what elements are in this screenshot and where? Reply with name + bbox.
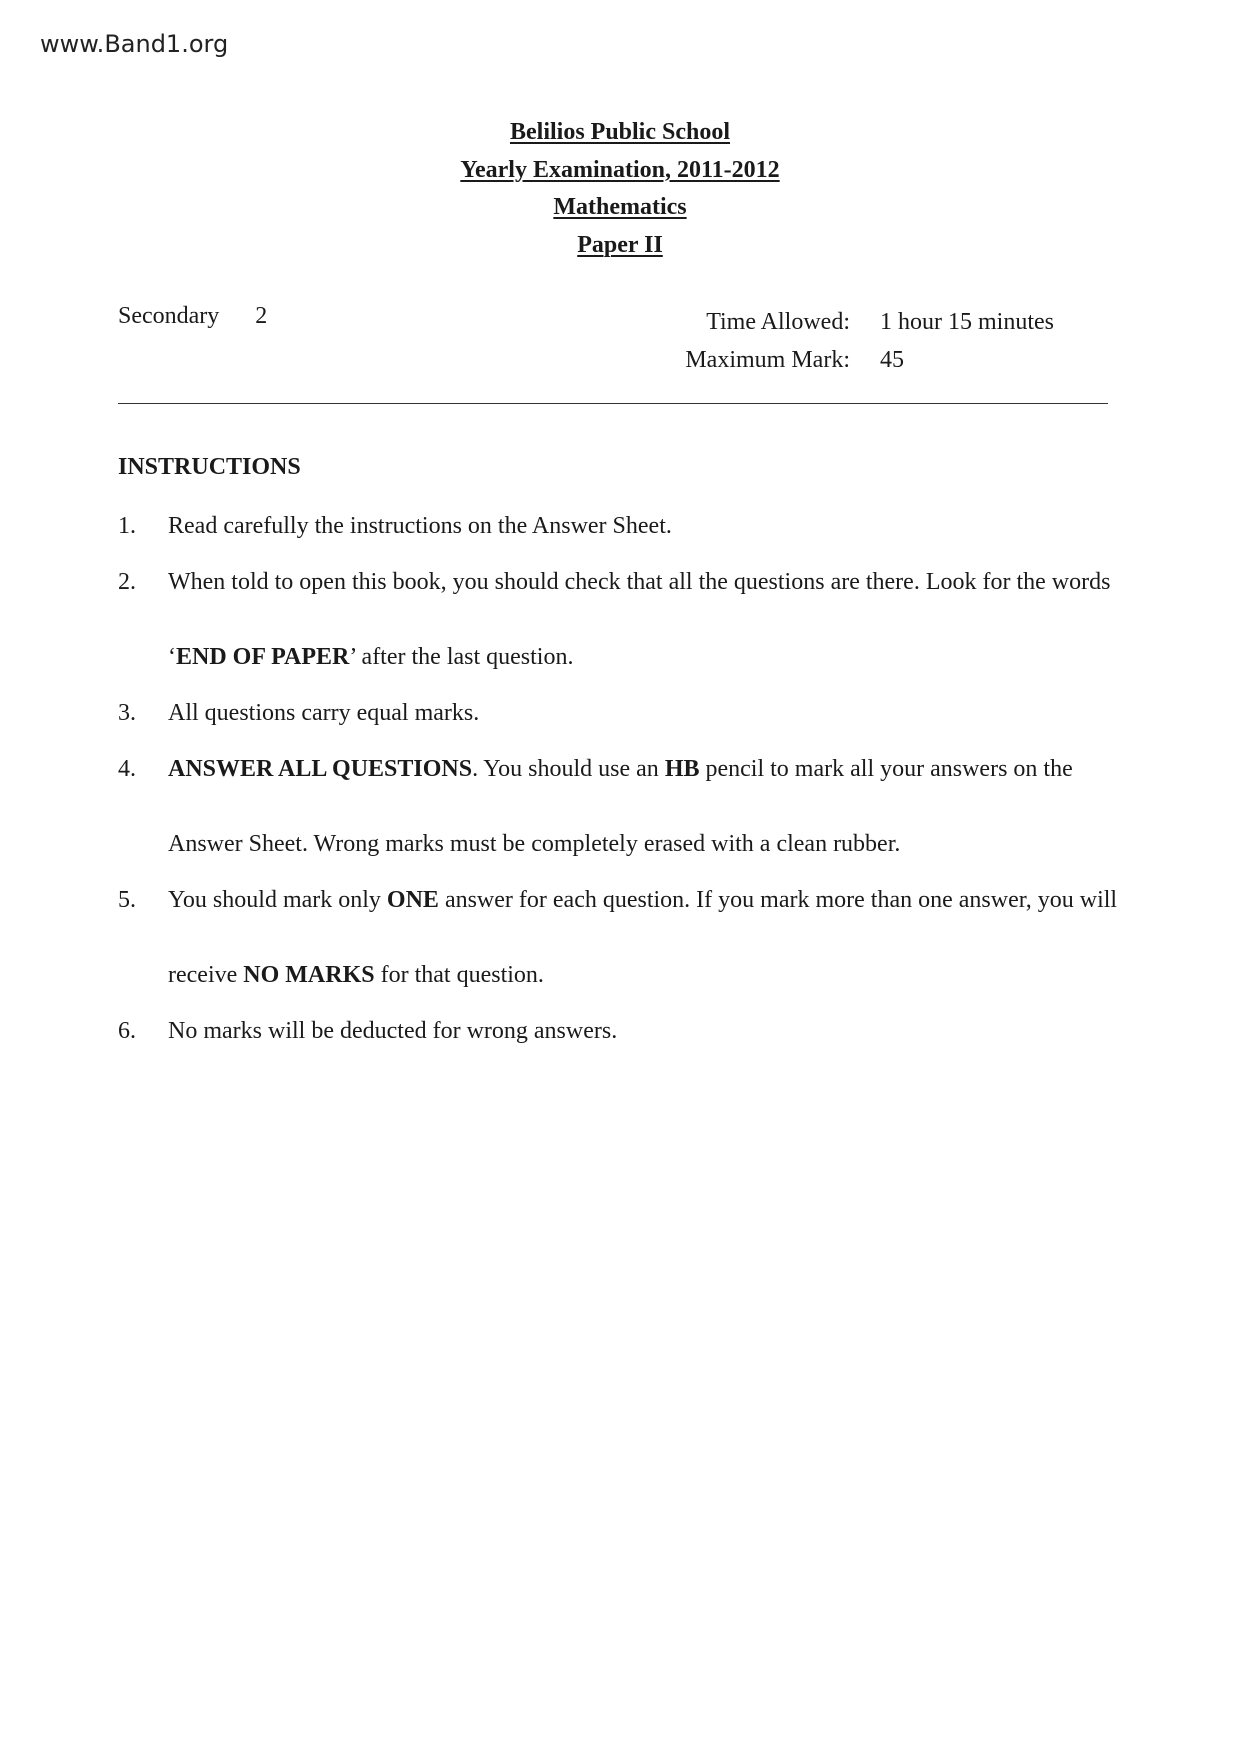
time-row — [650, 303, 1130, 341]
item-emphasis: END OF PAPER — [176, 644, 350, 670]
item-emphasis: NO MARKS — [243, 962, 375, 988]
instruction-item — [118, 732, 1118, 882]
divider-line — [118, 403, 1108, 404]
item-number: 3. — [118, 700, 136, 726]
instructions-title: INSTRUCTIONS — [118, 454, 301, 480]
item-text: No marks will be deducted for wrong answers. — [168, 1018, 618, 1044]
item-text: When told to open this book, you should check that all the questions are there. Look for the words ‘ — [168, 569, 1111, 670]
item-text: answer for each question. If you mark more than one answer, you will receive — [168, 887, 1118, 988]
item-text: pencil to mark all your answers on the Answer Sheet. Wrong marks must be completely erased with a clean rubber. — [168, 756, 1073, 857]
mark-value: 45 — [880, 347, 904, 373]
item-number: 6. — [118, 1018, 136, 1044]
item-number: 2. — [118, 569, 136, 595]
item-emphasis: ONE — [386, 887, 439, 913]
mark-row — [650, 341, 1130, 379]
item-text: for that question. — [374, 962, 544, 988]
instructions-list — [118, 508, 1118, 1069]
item-text: You should mark only — [168, 887, 387, 913]
instruction-item — [118, 863, 1118, 1013]
instruction-item — [118, 545, 1118, 695]
item-text: . You should use an — [472, 756, 665, 782]
item-number: 5. — [118, 887, 136, 913]
item-text: ’ after the last question. — [349, 644, 574, 670]
level-info — [118, 303, 267, 330]
item-number: 4. — [118, 756, 136, 782]
paper-title: Paper II — [577, 231, 663, 258]
watermark-url: www.Band1.org — [40, 30, 229, 58]
exam-title: Yearly Examination, 2011-2012 — [460, 156, 780, 183]
mark-label: Maximum Mark: — [685, 347, 850, 373]
subject-title: Mathematics — [553, 194, 687, 220]
exam-meta — [650, 303, 1130, 379]
item-text: Read carefully the instructions on the Answer Sheet. — [168, 513, 672, 539]
level-label: Secondary — [118, 303, 220, 329]
item-number: 1. — [118, 513, 136, 539]
item-emphasis: HB — [664, 756, 700, 782]
time-value: 1 hour 15 minutes — [880, 309, 1054, 335]
time-label: Time Allowed: — [706, 309, 850, 335]
instruction-item — [118, 994, 1118, 1069]
level-value: 2 — [255, 303, 268, 329]
exam-header — [0, 114, 1240, 264]
school-name: Belilios Public School — [509, 119, 731, 145]
item-emphasis: ANSWER ALL QUESTIONS — [168, 756, 473, 782]
item-text: All questions carry equal marks. — [168, 700, 480, 726]
